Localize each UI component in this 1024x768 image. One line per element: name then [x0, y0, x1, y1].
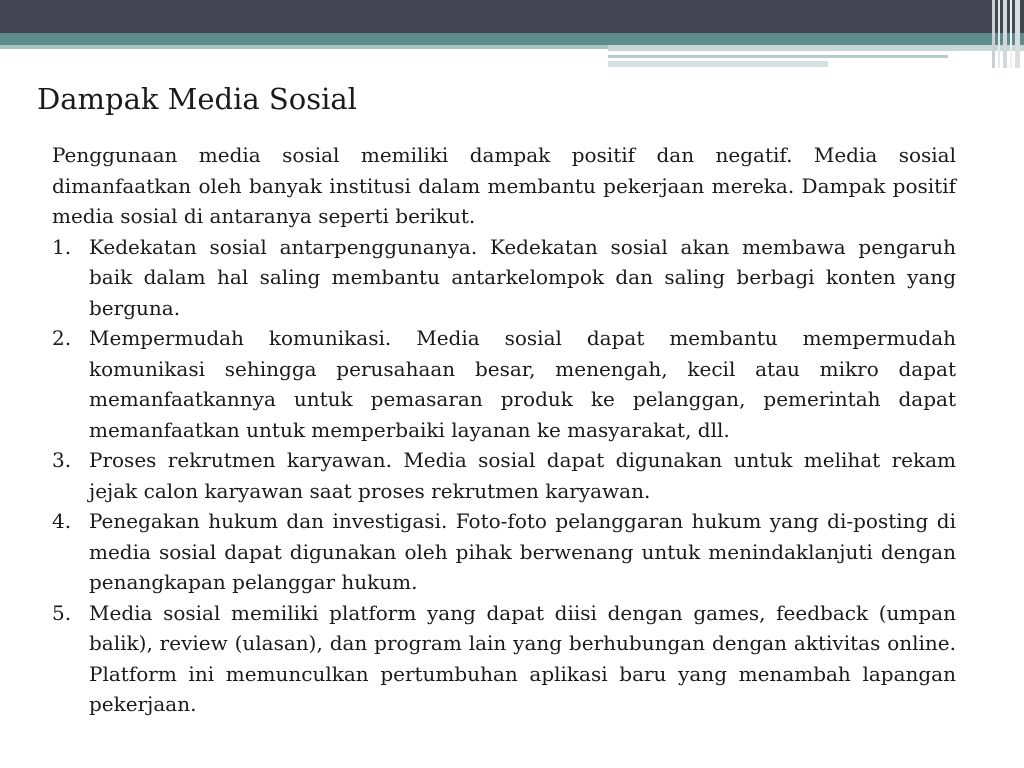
list-item-number: 1.: [52, 234, 72, 259]
slide-title: Dampak Media Sosial: [37, 82, 357, 116]
header-band-light: [0, 45, 608, 49]
list-item: [52, 323, 956, 445]
header-band-light-right: [608, 45, 1024, 51]
list-item-text: Media sosial memiliki platform yang dapat diisi dengan games, feedback (umpan balik), review (ulasan), dan program lain yang berhubungan dengan aktivitas online. Platform ini memunculkan pertumbuhan aplikasi baru yang menambah lapangan pekerjaan.: [89, 600, 956, 716]
slide-content: [52, 140, 956, 720]
decorative-stripe: [1015, 0, 1020, 68]
list-item-number: 2.: [52, 326, 72, 350]
list-item-text: Kedekatan sosial antarpenggunanya. Kedekatan sosial akan membawa pengaruh baik dalam hal saling membantu antarkelompok dan saling berbagi konten yang berguna.: [89, 234, 956, 320]
header-band-thin: [608, 55, 948, 58]
list-item-text: Proses rekrutmen karyawan. Media sosial dapat digunakan untuk melihat rekam jejak calon karyawan saat proses rekrutmen karyawan.: [89, 448, 956, 503]
list-item: [52, 445, 956, 506]
list-item: [52, 232, 956, 324]
decorative-stripe: [992, 0, 995, 68]
intro-paragraph: Penggunaan media sosial memiliki dampak positif dan negatif. Media sosial dimanfaatkan oleh banyak institusi dalam membantu pekerjaan mereka. Dampak positif media sosial di antaranya seperti berikut.: [52, 143, 956, 228]
header-band-teal: [0, 33, 1024, 45]
list-item-number: 4.: [52, 509, 72, 533]
list-item-number: 5.: [52, 600, 72, 625]
decorative-stripe: [1010, 0, 1012, 68]
header-band-thin-short: [608, 61, 828, 67]
list-item-text: Penegakan hukum dan investigasi. Foto-foto pelanggaran hukum yang di-posting di media sosial dapat digunakan oleh pihak berwenang untuk menindaklanjuti dengan penangkapan pelanggar hukum.: [89, 509, 956, 594]
header-band-dark: [0, 0, 1024, 33]
decorative-stripe: [1003, 0, 1007, 68]
impact-list: [52, 232, 956, 720]
list-item-text: Mempermudah komunikasi. Media sosial dapat membantu mempermudah komunikasi sehingga perusahaan besar, menengah, kecil atau mikro dapat memanfaatkannya untuk pemasaran produk ke pelanggan, pemerintah dapat memanfaatkan untuk memperbaiki layanan ke masyarakat, dll.: [89, 326, 956, 442]
list-item-number: 3.: [52, 448, 72, 472]
list-item: [52, 598, 956, 720]
decorative-stripe: [998, 0, 1000, 68]
list-item: [52, 506, 956, 598]
